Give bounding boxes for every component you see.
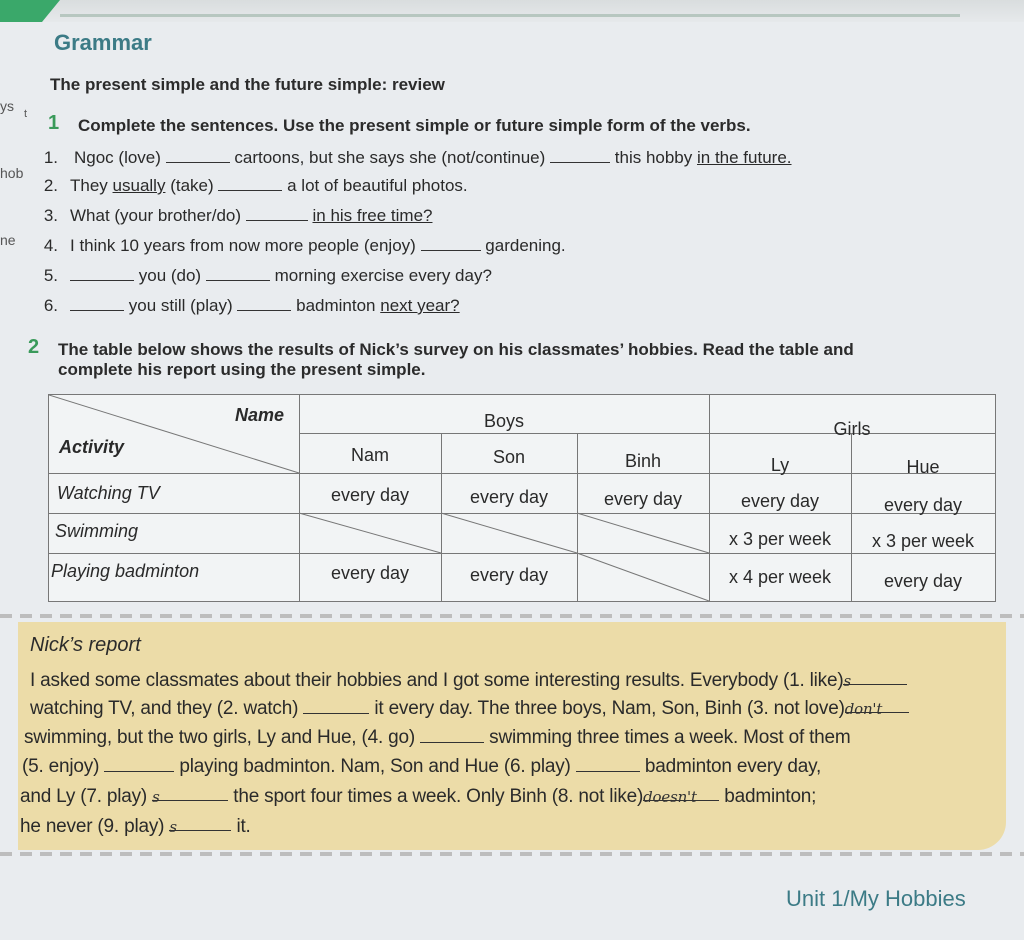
name-cell: Son bbox=[492, 447, 526, 467]
name-cell: Nam bbox=[350, 445, 389, 465]
report-line: swimming, but the two girls, Ly and Hue, (4. go) swimming three times a week. Most of them bbox=[24, 727, 851, 748]
frequency-cell: every day bbox=[883, 571, 963, 591]
item-number: 1. bbox=[43, 148, 58, 167]
answer-blank[interactable] bbox=[237, 296, 291, 311]
sentence-row bbox=[30, 296, 990, 320]
sentence-row bbox=[30, 266, 990, 290]
green-corner-tab bbox=[0, 0, 60, 22]
answer-blank[interactable] bbox=[550, 148, 610, 163]
answer-blank[interactable] bbox=[421, 236, 481, 251]
report-line: (5. enjoy) playing badminton. Nam, Son and Hue (6. play) badminton every day, bbox=[22, 756, 822, 777]
top-rule bbox=[60, 14, 960, 17]
sentence-row bbox=[30, 206, 990, 230]
frequency-cell: every day bbox=[330, 563, 410, 583]
item-text: you (do) morning exercise every day? bbox=[70, 266, 492, 286]
exercise-instruction: The table below shows the results of Nick’s survey on his classmates’ hobbies. Read the table and complete his report using the present simple. bbox=[58, 340, 854, 379]
dashed-border bbox=[0, 614, 1024, 618]
margin-fragment: t bbox=[24, 108, 28, 120]
answer-blank[interactable] bbox=[246, 206, 308, 221]
margin-fragment: hob bbox=[0, 165, 24, 181]
exercise-number: 2 bbox=[28, 336, 40, 358]
name-cell: Ly bbox=[770, 455, 790, 475]
item-number: 3. bbox=[43, 206, 58, 225]
exercise-number: 1 bbox=[48, 112, 60, 134]
frequency-cell: every day bbox=[603, 489, 683, 509]
activity-header: Activity bbox=[59, 437, 125, 457]
answer-blank[interactable]: don't bbox=[845, 698, 909, 713]
name-cell: Hue bbox=[906, 457, 940, 477]
dashed-border bbox=[0, 852, 1024, 856]
answer-blank[interactable] bbox=[303, 699, 369, 714]
page-footer: Unit 1/My Hobbies bbox=[786, 886, 966, 911]
sentence-row bbox=[30, 148, 990, 172]
frequency-cell: every day bbox=[740, 491, 820, 511]
report-title: Nick’s report bbox=[30, 634, 141, 656]
frequency-cell: x 3 per week bbox=[728, 529, 832, 549]
item-text: Ngoc (love) cartoons, but she says she (not/continue) this hobby in the future. bbox=[74, 148, 792, 167]
survey-table bbox=[48, 394, 996, 602]
answer-blank[interactable]: s bbox=[152, 786, 228, 801]
activity-cell: Playing badminton bbox=[51, 561, 200, 581]
boys-header: Boys bbox=[483, 411, 525, 431]
answer-blank[interactable]: s bbox=[843, 670, 907, 685]
item-text: you still (play) badminton next year? bbox=[70, 296, 460, 316]
exercise-instruction: Complete the sentences. Use the present simple or future simple form of the verbs. bbox=[78, 116, 751, 135]
activity-cell: Watching TV bbox=[57, 483, 160, 503]
answer-blank[interactable] bbox=[206, 266, 270, 281]
frequency-cell: every day bbox=[469, 487, 549, 507]
name-header: Name bbox=[235, 405, 285, 425]
frequency-cell: x 4 per week bbox=[728, 567, 832, 587]
report-line: I asked some classmates about their hobbies and I got some interesting results. Everybody (1. like)s bbox=[30, 670, 1010, 692]
report-line: watching TV, and they (2. watch) it every day. The three boys, Nam, Son, Binh (3. not love)don't bbox=[30, 698, 1010, 720]
frequency-cell: x 3 per week bbox=[871, 531, 975, 551]
answer-blank[interactable] bbox=[576, 757, 640, 772]
item-number: 5. bbox=[43, 266, 58, 285]
margin-fragment: ne bbox=[0, 232, 16, 248]
item-number: 2. bbox=[43, 176, 58, 195]
answer-blank[interactable] bbox=[104, 757, 174, 772]
item-text: I think 10 years from now more people (enjoy) gardening. bbox=[70, 236, 566, 255]
frequency-cell: every day bbox=[330, 485, 410, 505]
margin-fragment: ys bbox=[0, 98, 14, 114]
answer-blank[interactable] bbox=[70, 266, 134, 281]
answer-blank[interactable]: s bbox=[169, 816, 231, 831]
report-line: and Ly (7. play) s the sport four times a week. Only Binh (8. not like)doesn't badminton; bbox=[20, 786, 817, 807]
answer-blank[interactable] bbox=[70, 296, 124, 311]
answer-blank[interactable] bbox=[420, 728, 484, 743]
section-title: Grammar bbox=[54, 30, 152, 55]
name-cell: Binh bbox=[624, 451, 662, 471]
sentence-row bbox=[30, 176, 990, 200]
answer-blank[interactable]: doesn't bbox=[643, 786, 719, 801]
activity-cell: Swimming bbox=[55, 521, 139, 541]
answer-blank[interactable] bbox=[218, 176, 282, 191]
section-subtitle: The present simple and the future simple: review bbox=[50, 75, 445, 94]
report-line: he never (9. play) s it. bbox=[20, 816, 251, 837]
item-text: They usually (take) a lot of beautiful photos. bbox=[70, 176, 468, 195]
item-text: What (your brother/do) in his free time? bbox=[70, 206, 433, 225]
item-number: 4. bbox=[43, 236, 58, 255]
frequency-cell: every day bbox=[883, 495, 963, 515]
frequency-cell: every day bbox=[469, 565, 549, 585]
girls-header: Girls bbox=[833, 419, 871, 439]
answer-blank[interactable] bbox=[166, 148, 230, 163]
item-number: 6. bbox=[43, 296, 58, 315]
page-top-edge bbox=[0, 0, 1024, 22]
sentence-row bbox=[30, 236, 990, 260]
